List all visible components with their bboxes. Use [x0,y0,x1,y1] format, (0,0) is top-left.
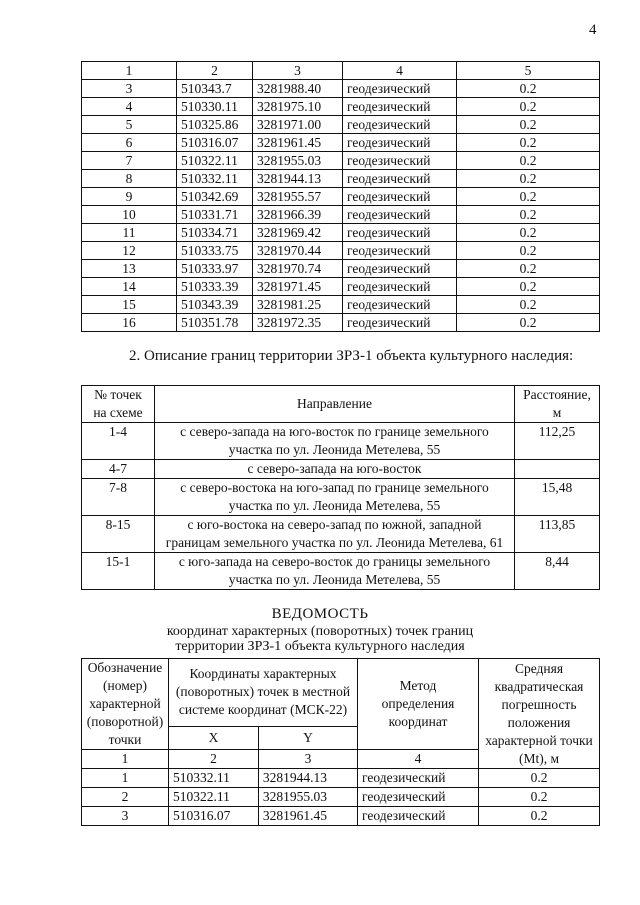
table-cell: геодезический [343,224,457,242]
table-cell: геодезический [358,769,479,788]
table-cell: 0.2 [479,807,600,826]
table-cell: 3281961.45 [258,807,357,826]
table-cell: 4 [82,98,177,116]
table-row [82,314,600,332]
table-cell: 510322.11 [177,152,253,170]
table-cell: 1 [82,769,169,788]
table-cell: 510333.97 [177,260,253,278]
table-row [82,152,600,170]
table-cell: 0.2 [457,296,600,314]
distance-cell: 113,85 [515,516,600,553]
table-cell: 0.2 [457,98,600,116]
table-cell: 510343.39 [177,296,253,314]
table-cell: геодезический [343,188,457,206]
section-2-heading: 2. Описание границ территории ЗРЗ-1 объекта культурного наследия: [129,348,574,364]
table-cell: 11 [82,224,177,242]
table-cell: 10 [82,206,177,224]
table-cell: 0.2 [457,206,600,224]
table-cell: 510331.71 [177,206,253,224]
table-cell: 9 [82,188,177,206]
table-cell: 14 [82,278,177,296]
coordinates-table-continued [81,61,600,332]
table-cell: геодезический [343,260,457,278]
table-cell: геодезический [343,134,457,152]
direction-cell: с северо-запада на юго-восток по границе земельного участка по ул. Леонида Метелева, 55 [155,423,515,460]
table-row [82,98,600,116]
vedomost-table [81,658,600,826]
table-row [82,296,600,314]
table-cell: 0.2 [457,314,600,332]
table-cell: 3 [253,62,343,80]
table-cell: 0.2 [479,769,600,788]
table-cell: 3281961.45 [253,134,343,152]
table-row [82,134,600,152]
table-cell: геодезический [343,242,457,260]
points-cell: 15-1 [82,553,155,590]
header-y: Y [258,726,357,749]
table-cell: геодезический [343,278,457,296]
table-row [82,788,600,807]
table-cell: 6 [82,134,177,152]
table-cell: 4 [343,62,457,80]
table-cell: 5 [457,62,600,80]
table-row [82,116,600,134]
header-x: X [169,726,259,749]
table-cell: 510316.07 [169,807,259,826]
table-row [82,80,600,98]
header-point-designation: Обозначение (номер) характерной (поворотной) точки [82,659,169,750]
table-cell: геодезический [343,296,457,314]
distance-cell: 15,48 [515,479,600,516]
points-cell: 4-7 [82,460,155,479]
table-cell: 16 [82,314,177,332]
table-cell: 0.2 [457,80,600,98]
table-cell: 1 [82,62,177,80]
table-cell: геодезический [343,152,457,170]
table-cell: 510342.69 [177,188,253,206]
table-cell: 0.2 [457,242,600,260]
table-cell: 3281975.10 [253,98,343,116]
table-cell: 0.2 [457,188,600,206]
table-cell: геодезический [358,807,479,826]
table-cell: 510332.11 [177,170,253,188]
table-cell: 3281944.13 [253,170,343,188]
direction-cell: с юго-востока на северо-запад по южной, западной границам земельного участка по ул. Леонида Метелева, 61 [155,516,515,553]
table-cell: 510333.39 [177,278,253,296]
table-cell: 510330.11 [177,98,253,116]
table-cell: 2 [82,788,169,807]
table-row [82,516,600,553]
points-cell: 1-4 [82,423,155,460]
table-cell: геодезический [343,116,457,134]
vedomost-subtitle-2: территории ЗРЗ-1 объекта культурного наследия [175,639,465,654]
table-cell: 15 [82,296,177,314]
table-header-row [82,659,600,727]
table-cell: 3281972.35 [253,314,343,332]
table-cell: 3281944.13 [258,769,357,788]
table-cell: 510325.86 [177,116,253,134]
table-cell: 3281955.03 [258,788,357,807]
points-cell: 8-15 [82,516,155,553]
table-cell: 510343.7 [177,80,253,98]
points-cell: 7-8 [82,479,155,516]
table-cell: 3281966.39 [253,206,343,224]
vedomost-subtitle-1: координат характерных (поворотных) точек границ [166,624,474,639]
header-points: № точек на схеме [82,386,155,423]
direction-cell: с северо-востока на юго-запад по границе земельного участка по ул. Леонида Метелева, 55 [155,479,515,516]
vedomost-title: ВЕДОМОСТЬ [271,606,369,622]
table-cell: 3 [82,80,177,98]
table-row [82,224,600,242]
table-row [82,769,600,788]
table-cell: геодезический [343,206,457,224]
table-row [82,460,600,479]
table-cell: 3281981.25 [253,296,343,314]
distance-cell: 112,25 [515,423,600,460]
table-row [82,479,600,516]
table-cell: 13 [82,260,177,278]
table-cell: 2 [177,62,253,80]
boundary-description-table [81,385,600,590]
number-cell: 2 [169,750,259,769]
table-cell: 0.2 [457,116,600,134]
table-cell: 3281988.40 [253,80,343,98]
header-method: Метод определения координат [358,659,479,750]
page-number: 4 [589,22,597,38]
table-row [82,188,600,206]
table-row [82,423,600,460]
direction-cell: с северо-запада на юго-восток [155,460,515,479]
header-error: Средняя квадратическая погрешность положения характерной точки (Mt), м [479,659,600,769]
table-cell: 0.2 [457,260,600,278]
table-cell: геодезический [343,98,457,116]
table-cell: геодезический [358,788,479,807]
table-row [82,170,600,188]
table-cell: 8 [82,170,177,188]
table-cell: 0.2 [457,224,600,242]
table-cell: 3281971.45 [253,278,343,296]
table-cell: 0.2 [457,170,600,188]
table-cell: 3281955.03 [253,152,343,170]
table-row [82,807,600,826]
number-cell: 1 [82,750,169,769]
table-row [82,278,600,296]
table-row [82,260,600,278]
table-cell: 0.2 [457,134,600,152]
number-cell: 4 [358,750,479,769]
table-cell: 0.2 [479,788,600,807]
table-cell: 3281971.00 [253,116,343,134]
table-cell: геодезический [343,80,457,98]
table-cell: 3281970.44 [253,242,343,260]
table-cell: 0.2 [457,278,600,296]
table-cell: 510316.07 [177,134,253,152]
distance-cell [515,460,600,479]
table-header-row [82,386,600,423]
table-cell: 3281955.57 [253,188,343,206]
table-cell: 3 [82,807,169,826]
table-row [82,553,600,590]
table-cell: 3281969.42 [253,224,343,242]
header-distance: Расстояние, м [515,386,600,423]
table-row [82,62,600,80]
table-row [82,206,600,224]
table-cell: 510351.78 [177,314,253,332]
header-direction: Направление [155,386,515,423]
number-cell: 3 [258,750,357,769]
table-row [82,242,600,260]
table-cell: 7 [82,152,177,170]
table-cell: геодезический [343,314,457,332]
table-cell: геодезический [343,170,457,188]
table-cell: 5 [82,116,177,134]
table-cell: 3281970.74 [253,260,343,278]
table-cell: 510334.71 [177,224,253,242]
table-cell: 510322.11 [169,788,259,807]
distance-cell: 8,44 [515,553,600,590]
table-cell: 510333.75 [177,242,253,260]
table-cell: 12 [82,242,177,260]
table-cell: 510332.11 [169,769,259,788]
table-cell: 0.2 [457,152,600,170]
header-coordinates: Координаты характерных (поворотных) точек в местной системе координат (МСК-22) [169,659,358,727]
direction-cell: с юго-запада на северо-восток до границы земельного участка по ул. Леонида Метелева, 55 [155,553,515,590]
